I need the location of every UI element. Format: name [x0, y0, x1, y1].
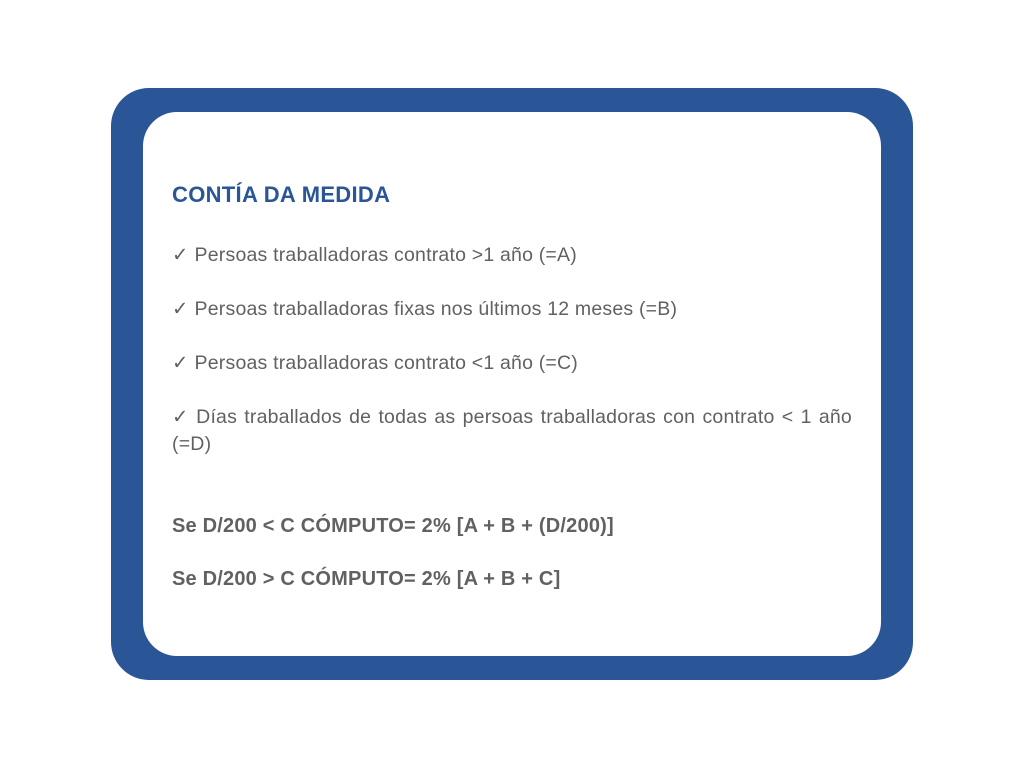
checklist-item-text: Persoas traballadoras contrato <1 año (=C) — [194, 352, 578, 374]
check-icon: ✓ — [172, 405, 191, 428]
checklist-item-a — [172, 241, 852, 269]
section-title: CONTÍA DA MEDIDA — [172, 182, 391, 207]
checklist — [172, 241, 852, 458]
checklist-item-b — [172, 295, 852, 323]
check-icon: ✓ — [172, 297, 189, 320]
checklist-item-c — [172, 349, 852, 377]
check-icon: ✓ — [172, 351, 189, 374]
checklist-item-text: Días traballados de todas as persoas traballadoras con contrato < 1 año (=D) — [172, 406, 852, 455]
card-content — [172, 180, 852, 619]
formula-less-than: Se D/200 < C CÓMPUTO= 2% [A + B + (D/200)] — [172, 515, 614, 537]
check-icon: ✓ — [172, 243, 189, 266]
formulas — [172, 513, 852, 593]
checklist-item-d — [172, 403, 852, 458]
formula-greater-than: Se D/200 > C CÓMPUTO= 2% [A + B + C] — [172, 568, 561, 590]
checklist-item-text: Persoas traballadoras contrato >1 año (=A) — [194, 244, 577, 266]
checklist-item-text: Persoas traballadoras fixas nos últimos 12 meses (=B) — [194, 298, 678, 320]
